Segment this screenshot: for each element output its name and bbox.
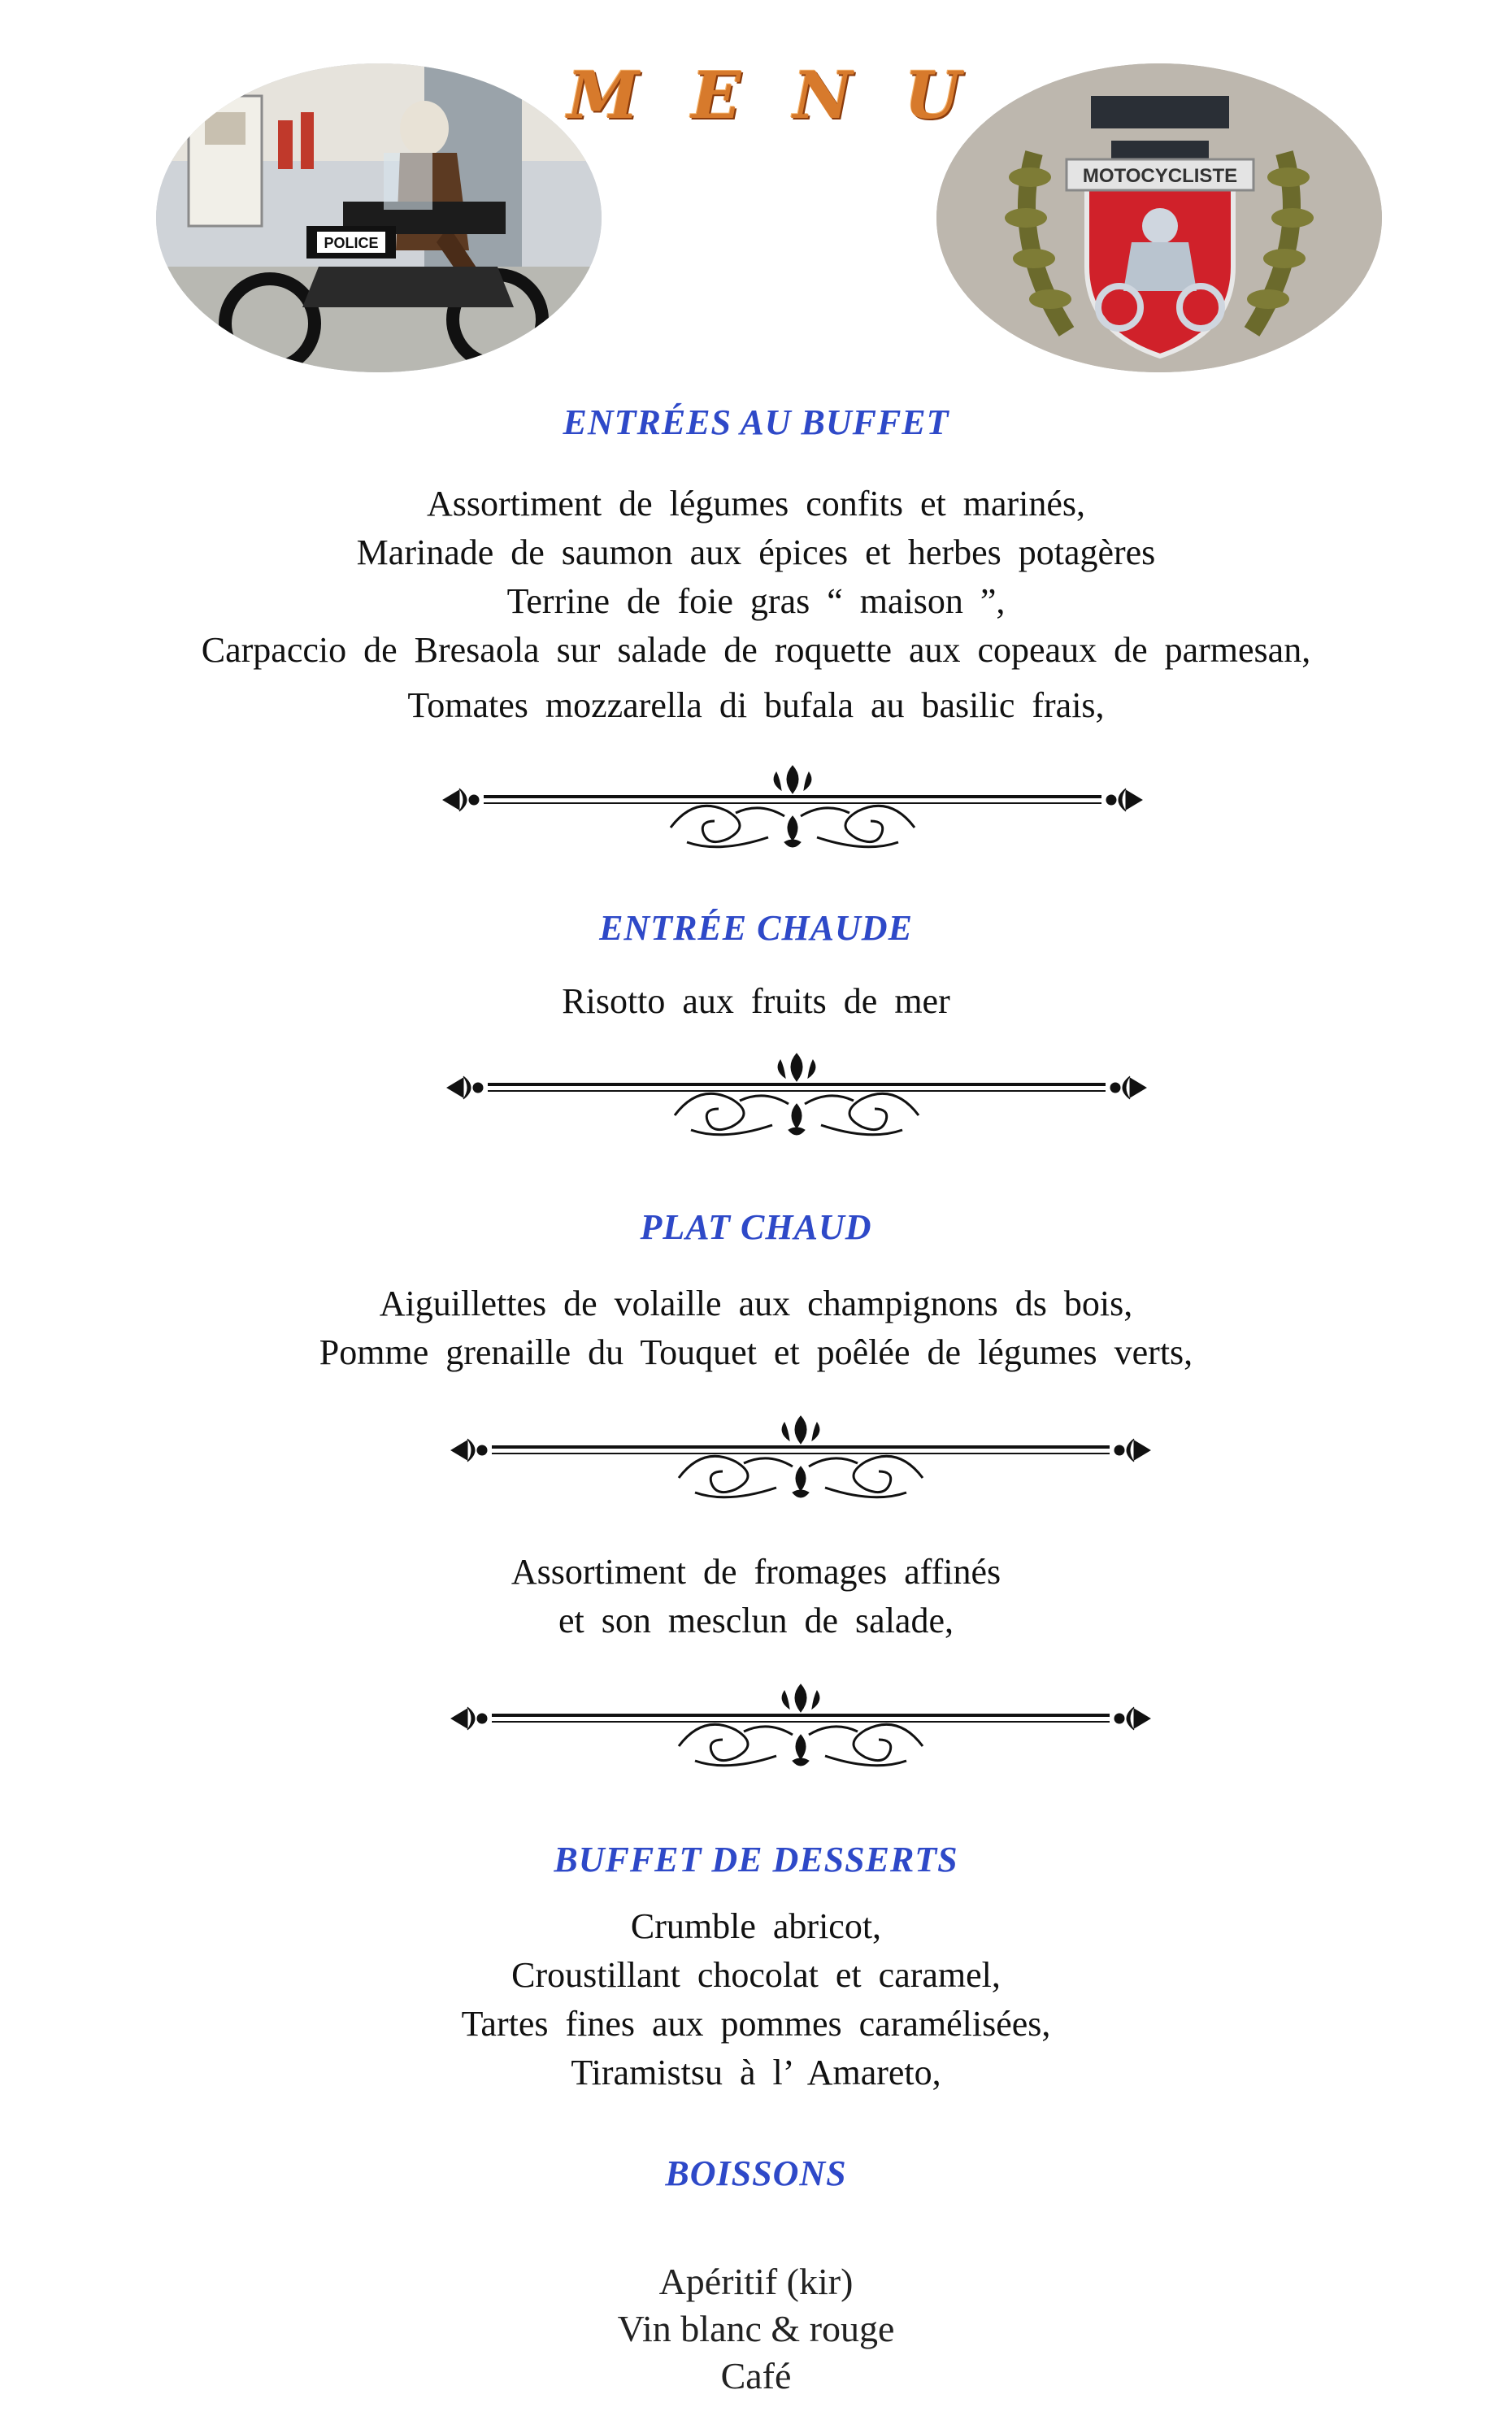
menu-item: Tiramistsu à l’ Amareto, [571,2053,941,2092]
ornament-divider [435,1683,1167,1780]
ornament-divider [435,1414,1167,1512]
menu-item: Café [720,2355,792,2396]
menu-item: Risotto aux fruits de mer [562,981,950,1021]
section-items-entrees-buffet [0,480,1512,730]
section-items-fromages [0,1548,1512,1645]
ornament-divider [427,764,1158,862]
police-motorcycle-photo [156,63,602,372]
section-items-boissons [0,2258,1512,2400]
section-items-buffet-desserts [0,1902,1512,2097]
section-items-entree-chaude [0,977,1512,1026]
police-plate-text: POLICE [324,235,379,251]
menu-item: Tartes fines aux pommes caramélisées, [461,2004,1051,2044]
menu-item: Vin blanc & rouge [617,2308,895,2349]
ornament-divider [431,1052,1162,1149]
section-items-plat-chaud [0,1280,1512,1377]
motocycliste-emblem [936,63,1382,372]
menu-item: Aiguillettes de volaille aux champignons ds bois, [379,1284,1133,1323]
menu-item: Pomme grenaille du Touquet et poêlée de légumes verts, [319,1332,1193,1372]
section-heading-entree-chaude: ENTRÉE CHAUDE [599,908,913,948]
menu-item: Assortiment de légumes confits et marinés, [426,484,1086,524]
menu-item: Croustillant chocolat et caramel, [511,1955,1001,1995]
menu-item: Tomates mozzarella di bufala au basilic frais, [407,685,1105,725]
section-heading-buffet-desserts: BUFFET DE DESSERTS [554,1840,958,1879]
menu-item: Carpaccio de Bresaola sur salade de roquette aux copeaux de parmesan, [201,630,1311,670]
menu-item: Terrine de foie gras “ maison ”, [506,581,1006,621]
section-heading-plat-chaud: PLAT CHAUD [640,1207,872,1247]
menu-title: MENU [567,57,1014,133]
menu-item: Marinade de saumon aux épices et herbes potagères [356,532,1156,572]
menu-item: Assortiment de fromages affinés [511,1552,1001,1592]
menu-item: et son mesclun de salade, [558,1601,954,1640]
emblem-banner-text: MOTOCYCLISTE [1082,165,1238,187]
menu-item: Apéritif (kir) [658,2261,854,2302]
section-heading-boissons: BOISSONS [665,2153,847,2193]
section-heading-entrees-buffet: ENTRÉES AU BUFFET [563,402,949,442]
menu-item: Crumble abricot, [630,1906,882,1946]
